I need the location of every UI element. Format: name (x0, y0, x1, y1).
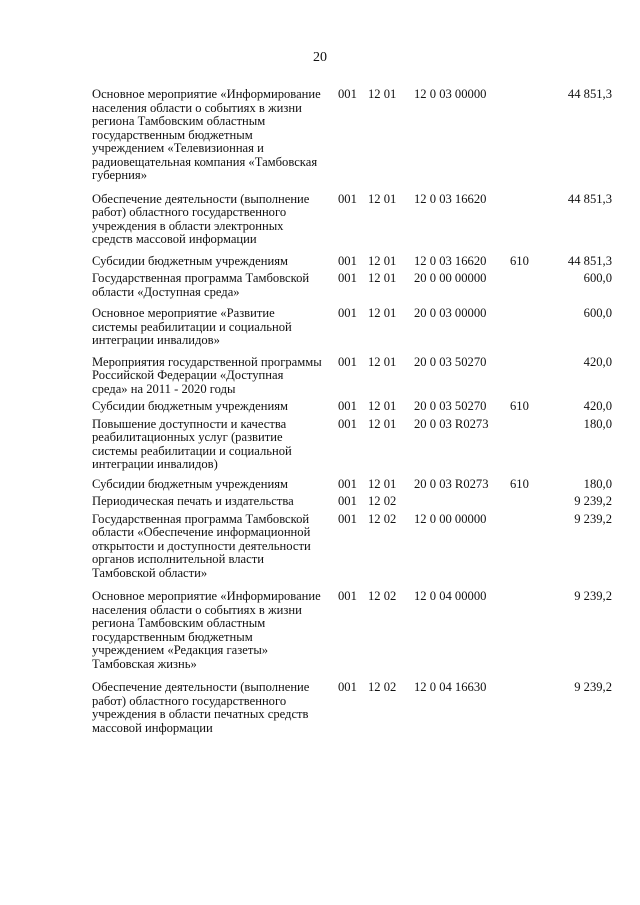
row-section: 12 02 (368, 494, 397, 508)
row-expense-type: 610 (510, 399, 529, 413)
row-article: 20 0 03 R0273 (414, 416, 489, 431)
table-row (92, 255, 612, 269)
row-code: 001 (338, 306, 357, 320)
row-article: 12 0 04 16630 (414, 680, 487, 694)
row-section: 12 02 (368, 680, 397, 694)
row-expense-type: 610 (510, 476, 529, 491)
row-code: 001 (338, 191, 357, 206)
table-row (92, 590, 612, 671)
row-sum: 9 239,2 (574, 589, 612, 603)
table-row (92, 88, 612, 183)
row-code: 001 (338, 476, 357, 491)
row-sum: 9 239,2 (574, 680, 612, 694)
row-section: 12 01 (368, 253, 397, 268)
row-name: Мероприятия государственной программы Российской Федерации «Доступная среда» на 2011 - 2020 годы (92, 354, 322, 396)
page-number: 20 (313, 50, 327, 65)
row-name: Субсидии бюджетным учреждениям (92, 253, 288, 268)
row-name: Основное мероприятие «Информирование населения области о событиях в жизни региона Тамбовским областным государственным бюджетным учреждением «Телевизионная и радиовещательная компания «Тамбовская губерния» (92, 87, 321, 182)
row-article: 12 0 03 16620 (414, 253, 487, 268)
row-name: Субсидии бюджетным учреждениям (92, 399, 288, 413)
row-section: 12 01 (368, 306, 397, 320)
row-code: 001 (338, 399, 357, 413)
row-section: 12 01 (368, 87, 397, 101)
row-code: 001 (338, 253, 357, 268)
table-row (92, 513, 612, 581)
row-sum: 44 851,3 (567, 253, 612, 268)
row-article: 20 0 03 50270 (414, 399, 487, 413)
row-article: 12 0 00 00000 (414, 511, 487, 526)
row-code: 001 (338, 494, 357, 508)
row-section: 12 01 (368, 476, 397, 491)
table-row (92, 478, 612, 492)
row-article: 20 0 00 00000 (414, 271, 487, 285)
row-sum: 420,0 (583, 354, 612, 369)
row-name: Государственная программа Тамбовской области «Обеспечение информационной открытости и доступности деятельности органов исполнительной власти Тамбовской области» (92, 511, 311, 580)
row-code: 001 (338, 271, 357, 285)
row-section: 12 01 (368, 399, 397, 413)
row-section: 12 02 (368, 511, 397, 526)
row-code: 001 (338, 354, 357, 369)
row-section: 12 01 (368, 354, 397, 369)
row-sum: 600,0 (583, 271, 612, 285)
row-article: 12 0 03 16620 (414, 191, 487, 206)
row-sum: 180,0 (583, 476, 612, 491)
table-row (92, 400, 612, 414)
row-sum: 44 851,3 (567, 191, 612, 206)
table-row (92, 272, 612, 299)
row-expense-type: 610 (510, 253, 529, 268)
row-code: 001 (338, 589, 357, 603)
table-row (92, 418, 612, 472)
row-code: 001 (338, 87, 357, 101)
table-row (92, 495, 612, 509)
row-sum: 180,0 (583, 416, 612, 431)
table-row (92, 356, 612, 397)
row-section: 12 02 (368, 589, 397, 603)
row-code: 001 (338, 680, 357, 694)
row-name: Государственная программа Тамбовской области «Доступная среда» (92, 271, 310, 299)
row-name: Обеспечение деятельности (выполнение работ) областного государственного учреждения в области печатных средств массовой информации (92, 680, 310, 735)
row-name: Субсидии бюджетным учреждениям (92, 476, 288, 491)
budget-table (92, 88, 612, 735)
row-sum: 44 851,3 (567, 87, 612, 101)
row-name: Повышение доступности и качества реабилитационных услуг (развитие системы реабилитации и социальной интеграции инвалидов) (92, 416, 292, 471)
table-row (92, 307, 612, 348)
row-name: Основное мероприятие «Развитие системы реабилитации и социальной интеграции инвалидов» (92, 306, 292, 347)
row-section: 12 01 (368, 271, 397, 285)
row-section: 12 01 (368, 191, 397, 206)
row-code: 001 (338, 511, 357, 526)
row-article: 20 0 03 00000 (414, 306, 487, 320)
table-row (92, 681, 612, 735)
row-article: 12 0 03 00000 (414, 87, 487, 101)
row-name: Периодическая печать и издательства (92, 494, 294, 508)
row-name: Основное мероприятие «Информирование населения области о событиях в жизни региона Тамбовским областным государственным бюджетным учреждением «Редакция газеты» Тамбовская жизнь» (92, 589, 321, 671)
row-article: 20 0 03 50270 (414, 354, 487, 369)
table-row (92, 193, 612, 247)
row-sum: 9 239,2 (574, 511, 612, 526)
row-sum: 420,0 (583, 399, 612, 413)
row-name: Обеспечение деятельности (выполнение работ) областного государственного учреждения в области электронных средств массовой информации (92, 191, 310, 246)
row-code: 001 (338, 416, 357, 431)
row-article: 20 0 03 R0273 (414, 476, 489, 491)
row-sum: 9 239,2 (574, 494, 612, 508)
row-section: 12 01 (368, 416, 397, 431)
row-article: 12 0 04 00000 (414, 589, 487, 603)
row-sum: 600,0 (583, 306, 612, 320)
